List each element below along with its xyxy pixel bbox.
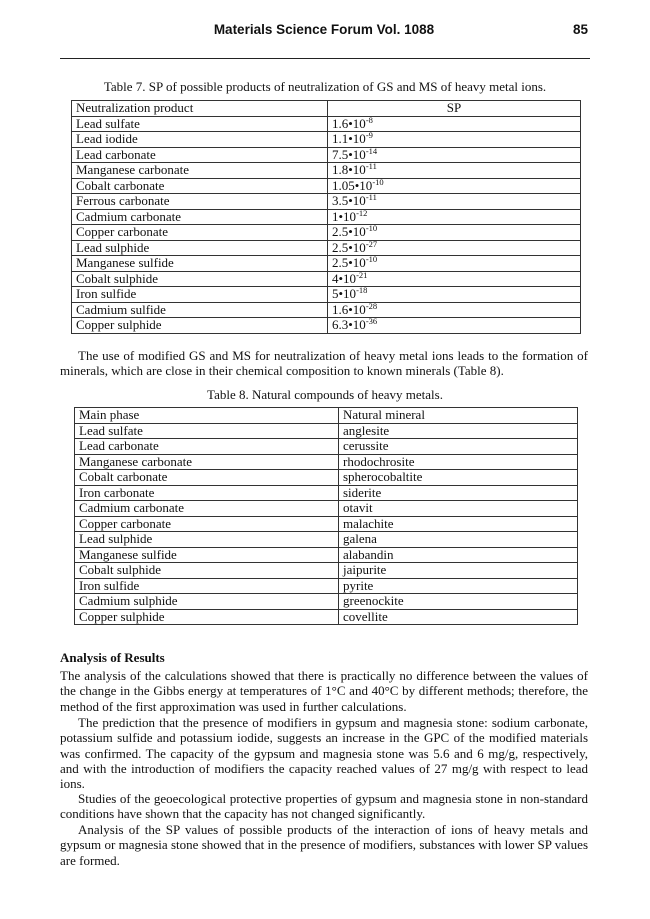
phase-cell: Lead sulfate bbox=[75, 423, 339, 439]
table-row bbox=[72, 240, 581, 256]
product-cell: Lead sulfate bbox=[72, 116, 328, 132]
product-cell: Lead carbonate bbox=[72, 147, 328, 163]
journal-title: Materials Science Forum Vol. 1088 bbox=[213, 22, 435, 37]
sp-exponent: -11 bbox=[365, 192, 377, 202]
phase-cell: Lead sulphide bbox=[75, 532, 339, 548]
phase-cell: Lead carbonate bbox=[75, 439, 339, 455]
mineral-cell: alabandin bbox=[339, 547, 578, 563]
sp-mantissa: 7.5•10 bbox=[332, 146, 366, 162]
table-row bbox=[75, 501, 578, 517]
sp-mantissa: 2.5•10 bbox=[332, 224, 366, 239]
phase-cell: Iron sulfide bbox=[75, 578, 339, 594]
table-row bbox=[72, 132, 581, 148]
product-cell: Manganese sulfide bbox=[72, 256, 328, 272]
table-row bbox=[72, 116, 581, 132]
product-cell: Cobalt carbonate bbox=[72, 178, 328, 194]
sp-exponent: -21 bbox=[356, 269, 368, 280]
table-row bbox=[75, 439, 578, 455]
table-row bbox=[75, 516, 578, 532]
table-row bbox=[72, 302, 581, 318]
table-row bbox=[72, 318, 581, 334]
paragraph-intro: The use of modified GS and MS for neutralization of heavy metal ions leads to the formation of minerals, which are close in their chemical composition to known minerals (Table 8). bbox=[60, 348, 588, 379]
sp-mantissa: 1.8•10 bbox=[332, 162, 366, 177]
product-cell: Copper carbonate bbox=[72, 225, 328, 241]
product-cell: Lead sulphide bbox=[72, 240, 328, 256]
table-row bbox=[72, 178, 581, 194]
table-row bbox=[75, 563, 578, 579]
product-cell: Cobalt sulphide bbox=[72, 271, 328, 287]
table8-caption: Table 8. Natural compounds of heavy metals. bbox=[207, 387, 443, 402]
column-header: SP bbox=[328, 101, 581, 117]
table-row bbox=[72, 256, 581, 272]
mineral-cell: rhodochrosite bbox=[339, 454, 578, 470]
sp-mantissa: 1.05•10 bbox=[332, 177, 373, 193]
product-cell: Iron sulfide bbox=[72, 287, 328, 303]
table7-caption: Table 7. SP of possible products of neutralization of GS and MS of heavy metal ions. bbox=[103, 79, 547, 94]
header-rule bbox=[60, 58, 590, 59]
table-row bbox=[75, 470, 578, 486]
product-cell: Cadmium sulfide bbox=[72, 302, 328, 318]
mineral-cell: spherocobaltite bbox=[339, 470, 578, 486]
phase-cell: Copper sulphide bbox=[75, 609, 339, 625]
product-cell: Copper sulphide bbox=[72, 318, 328, 334]
results-paragraph-1: The analysis of the calculations showed that there is practically no difference between the values of the change in the Gibbs energy at temperatures of 1°C and 40°C by different methods; therefore, the method of the first approximation was used in further calculations. bbox=[60, 668, 588, 714]
sp-mantissa: 5•10 bbox=[332, 286, 357, 301]
sp-mantissa: 4•10 bbox=[332, 270, 357, 286]
mineral-cell: jaipurite bbox=[339, 563, 578, 579]
sp-exponent: -10 bbox=[365, 223, 378, 233]
sp-exponent: -9 bbox=[365, 130, 373, 140]
sp-exponent: -28 bbox=[365, 300, 378, 311]
product-cell: Manganese carbonate bbox=[72, 163, 328, 179]
table-row bbox=[75, 423, 578, 439]
sp-mantissa: 1.6•10 bbox=[332, 115, 366, 131]
sp-exponent: -8 bbox=[365, 114, 373, 125]
table-header-row bbox=[75, 408, 578, 424]
mineral-cell: anglesite bbox=[339, 423, 578, 439]
section-title: Analysis of Results bbox=[60, 650, 165, 665]
sp-value-cell bbox=[328, 318, 581, 334]
mineral-cell: otavit bbox=[339, 501, 578, 517]
mineral-cell: pyrite bbox=[339, 578, 578, 594]
mineral-cell: malachite bbox=[339, 516, 578, 532]
sp-exponent: -12 bbox=[356, 207, 368, 218]
phase-cell: Cadmium sulphide bbox=[75, 594, 339, 610]
table-row bbox=[72, 194, 581, 210]
results-paragraph-3: Studies of the geoecological protective properties of gypsum and magnesia stone in non-standard conditions have shown that the capacity has not changed significantly. bbox=[60, 791, 588, 822]
sp-exponent: -27 bbox=[365, 238, 378, 249]
phase-cell: Cadmium carbonate bbox=[75, 501, 339, 517]
phase-cell: Cobalt sulphide bbox=[75, 563, 339, 579]
phase-cell: Manganese sulfide bbox=[75, 547, 339, 563]
mineral-cell: siderite bbox=[339, 485, 578, 501]
table-row bbox=[72, 287, 581, 303]
table-row bbox=[72, 163, 581, 179]
results-paragraph-2: The prediction that the presence of modifiers in gypsum and magnesia stone: sodium carbonate, potassium sulfide and potassium iodide, suggests an increase in the GPC of the modified materials was confirmed. The capacity of the gypsum and magnesia stone was 5.6 and 6 mg/g, respectively, and with the introduction of modifiers the capacity reached values of 27 mg/g with respect to lead ions. bbox=[60, 715, 588, 792]
mineral-cell: covellite bbox=[339, 609, 578, 625]
phase-cell: Iron carbonate bbox=[75, 485, 339, 501]
table-row bbox=[72, 209, 581, 225]
table-header-row bbox=[72, 101, 581, 117]
sp-mantissa: 2.5•10 bbox=[332, 255, 366, 270]
sp-exponent: -36 bbox=[365, 316, 378, 326]
table-row bbox=[75, 609, 578, 625]
sp-exponent: -10 bbox=[365, 254, 378, 264]
column-header: Main phase bbox=[75, 408, 339, 424]
table-row bbox=[75, 594, 578, 610]
sp-mantissa: 1.6•10 bbox=[332, 301, 366, 317]
sp-exponent: -14 bbox=[365, 145, 378, 156]
phase-cell: Cobalt carbonate bbox=[75, 470, 339, 486]
mineral-cell: greenockite bbox=[339, 594, 578, 610]
table-row bbox=[75, 547, 578, 563]
results-paragraph-4: Analysis of the SP values of possible products of the interaction of ions of heavy metals and gypsum or magnesia stone showed that in the presence of modifiers, substances with lower SP values are formed. bbox=[60, 822, 588, 868]
column-header: Natural mineral bbox=[339, 408, 578, 424]
table7 bbox=[71, 100, 581, 334]
sp-mantissa: 2.5•10 bbox=[332, 239, 366, 255]
table-row bbox=[72, 225, 581, 241]
sp-exponent: -11 bbox=[365, 161, 377, 171]
sp-mantissa: 1•10 bbox=[332, 208, 357, 224]
column-header: Neutralization product bbox=[72, 101, 328, 117]
product-cell: Lead iodide bbox=[72, 132, 328, 148]
mineral-cell: cerussite bbox=[339, 439, 578, 455]
table-row bbox=[75, 485, 578, 501]
sp-mantissa: 1.1•10 bbox=[332, 131, 366, 146]
table-row bbox=[72, 147, 581, 163]
table8 bbox=[74, 407, 578, 625]
page-header bbox=[60, 22, 588, 42]
sp-mantissa: 3.5•10 bbox=[332, 193, 366, 208]
table-row bbox=[75, 578, 578, 594]
sp-value-cell bbox=[328, 163, 581, 179]
phase-cell: Manganese carbonate bbox=[75, 454, 339, 470]
sp-exponent: -18 bbox=[356, 285, 368, 295]
sp-mantissa: 6.3•10 bbox=[332, 317, 366, 332]
sp-exponent: -10 bbox=[372, 176, 384, 187]
table-row bbox=[75, 454, 578, 470]
mineral-cell: galena bbox=[339, 532, 578, 548]
table-row bbox=[72, 271, 581, 287]
page-number: 85 bbox=[572, 22, 588, 37]
product-cell: Ferrous carbonate bbox=[72, 194, 328, 210]
table-row bbox=[75, 532, 578, 548]
phase-cell: Copper carbonate bbox=[75, 516, 339, 532]
product-cell: Cadmium carbonate bbox=[72, 209, 328, 225]
